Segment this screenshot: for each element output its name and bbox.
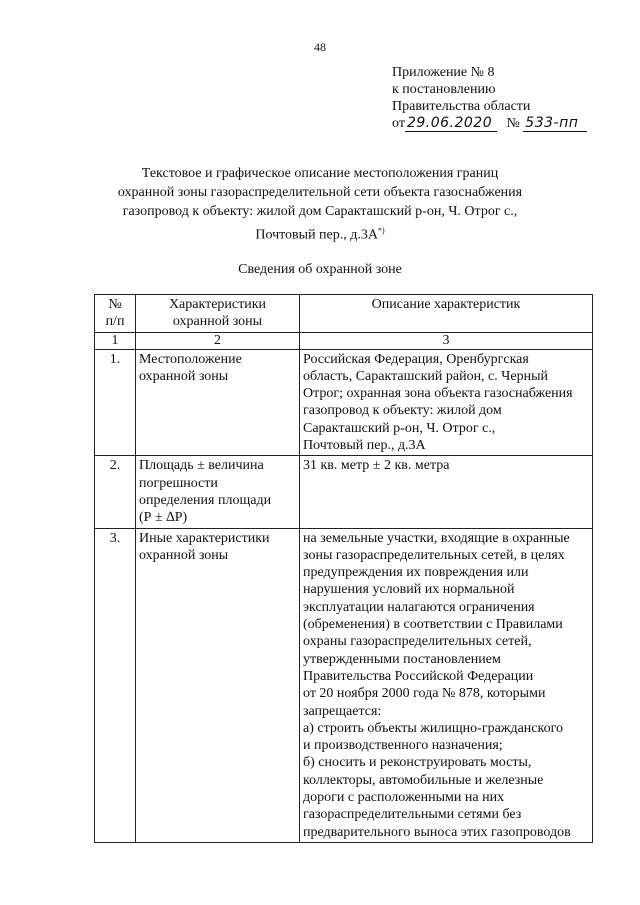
handwritten-number: 533-пп xyxy=(523,116,587,132)
appendix-line-2: к постановлению xyxy=(392,82,496,97)
characteristic-line: Иные характеристики xyxy=(139,530,270,546)
description-line: утвержденными постановлением xyxy=(303,651,501,667)
appendix-date-number xyxy=(392,115,587,135)
zone-table xyxy=(94,294,593,843)
title-line-4-text: Почтовый пер., д.3А xyxy=(255,227,378,243)
description-line: 31 кв. метр ± 2 кв. метра xyxy=(303,458,450,474)
title-line-1: Текстовое и графическое описание местоположения границ xyxy=(141,166,499,181)
column-number: 3 xyxy=(300,332,593,349)
title-line-4 xyxy=(80,221,560,245)
description-line: газораспределительными сетями без xyxy=(303,807,522,823)
description-line: коллекторы, автомобильные и железные xyxy=(303,772,544,788)
column-number: 2 xyxy=(136,332,300,349)
table-row xyxy=(95,456,593,528)
description-line: от 20 ноября 2000 года № 878, которыми xyxy=(303,686,546,702)
column-number-row xyxy=(95,332,593,349)
characteristic-line: Местоположение xyxy=(139,351,242,367)
characteristic-line: охранной зоны xyxy=(139,547,229,563)
section-subtitle: Сведения об охранной зоне xyxy=(238,262,402,277)
characteristic-line: (Р ± ∆Р) xyxy=(139,510,188,526)
description-line: Правительства Российской Федерации xyxy=(303,668,534,684)
row-number: 2. xyxy=(95,456,136,528)
description-line: б) сносить и реконструировать мосты, xyxy=(303,755,532,771)
description-line: Отрог; охранная зона объекта газоснабжения xyxy=(303,386,573,402)
appendix-line-1: Приложение № 8 xyxy=(392,65,495,80)
row-description xyxy=(300,528,593,842)
description-line: Саракташский р-он, Ч. Отрог с., xyxy=(303,420,496,436)
row-characteristic xyxy=(136,456,300,528)
row-characteristic xyxy=(136,528,300,842)
description-line: и производственного назначения; xyxy=(303,738,503,754)
description-line: Почтовый пер., д.3А xyxy=(303,438,426,454)
description-line: (обременения) в соответствии с Правилами xyxy=(303,617,563,633)
document-title xyxy=(80,164,560,245)
description-line: зоны газораспределительных сетей, в целях xyxy=(303,547,565,563)
footnote-mark: *) xyxy=(378,226,385,235)
description-line: дороги с расположенными на них xyxy=(303,790,505,806)
characteristic-line: погрешности xyxy=(139,475,218,491)
table-header-row xyxy=(95,295,593,333)
description-line: предупреждения их повреждения или xyxy=(303,565,529,581)
description-line: Российская Федерация, Оренбургская xyxy=(303,351,529,367)
appendix-block xyxy=(392,64,587,135)
row-description xyxy=(300,349,593,456)
header-number-line-1: № xyxy=(108,297,122,312)
header-number xyxy=(95,295,136,333)
characteristic-line: Площадь ± величина xyxy=(139,458,264,474)
description-line: область, Саракташский район, с. Черный xyxy=(303,368,548,384)
description-line: охраны газораспределительных сетей, xyxy=(303,634,532,650)
appendix-line-3: Правительства области xyxy=(392,99,531,114)
description-line: эксплуатации налагаются ограничения xyxy=(303,599,535,615)
handwritten-date: 29.06.2020 xyxy=(405,116,497,132)
description-line: нарушения условий их нормальной xyxy=(303,582,515,598)
description-line: газопровод к объекту: жилой дом xyxy=(303,403,502,419)
number-prefix: № xyxy=(506,116,520,131)
characteristic-line: определения площади xyxy=(139,492,272,508)
header-characteristics-line-1: Характеристики xyxy=(168,297,267,312)
column-number: 1 xyxy=(95,332,136,349)
date-prefix: от xyxy=(392,116,405,131)
row-characteristic xyxy=(136,349,300,456)
header-number-line-2: п/п xyxy=(105,314,125,330)
description-line: запрещается: xyxy=(303,703,382,719)
row-description xyxy=(300,456,593,528)
table-row xyxy=(95,528,593,842)
title-line-3: газопровод к объекту: жилой дом Саракташский р-он, Ч. Отрог с., xyxy=(122,204,518,219)
row-number: 1. xyxy=(95,349,136,456)
description-line: а) строить объекты жилищно-гражданского xyxy=(303,720,563,736)
description-line: на земельные участки, входящие в охранные xyxy=(303,530,570,546)
header-description: Описание характеристик xyxy=(300,295,593,333)
page-number: 48 xyxy=(314,40,326,54)
description-line: предварительного выноса этих газопроводов xyxy=(303,824,571,840)
characteristic-line: охранной зоны xyxy=(139,368,229,384)
header-characteristics-line-2: охранной зоны xyxy=(172,314,263,330)
title-line-2: охранной зоны газораспределительной сети объекта газоснабжения xyxy=(117,185,523,200)
row-number: 3. xyxy=(95,528,136,842)
table-row xyxy=(95,349,593,456)
header-characteristics xyxy=(136,295,300,333)
